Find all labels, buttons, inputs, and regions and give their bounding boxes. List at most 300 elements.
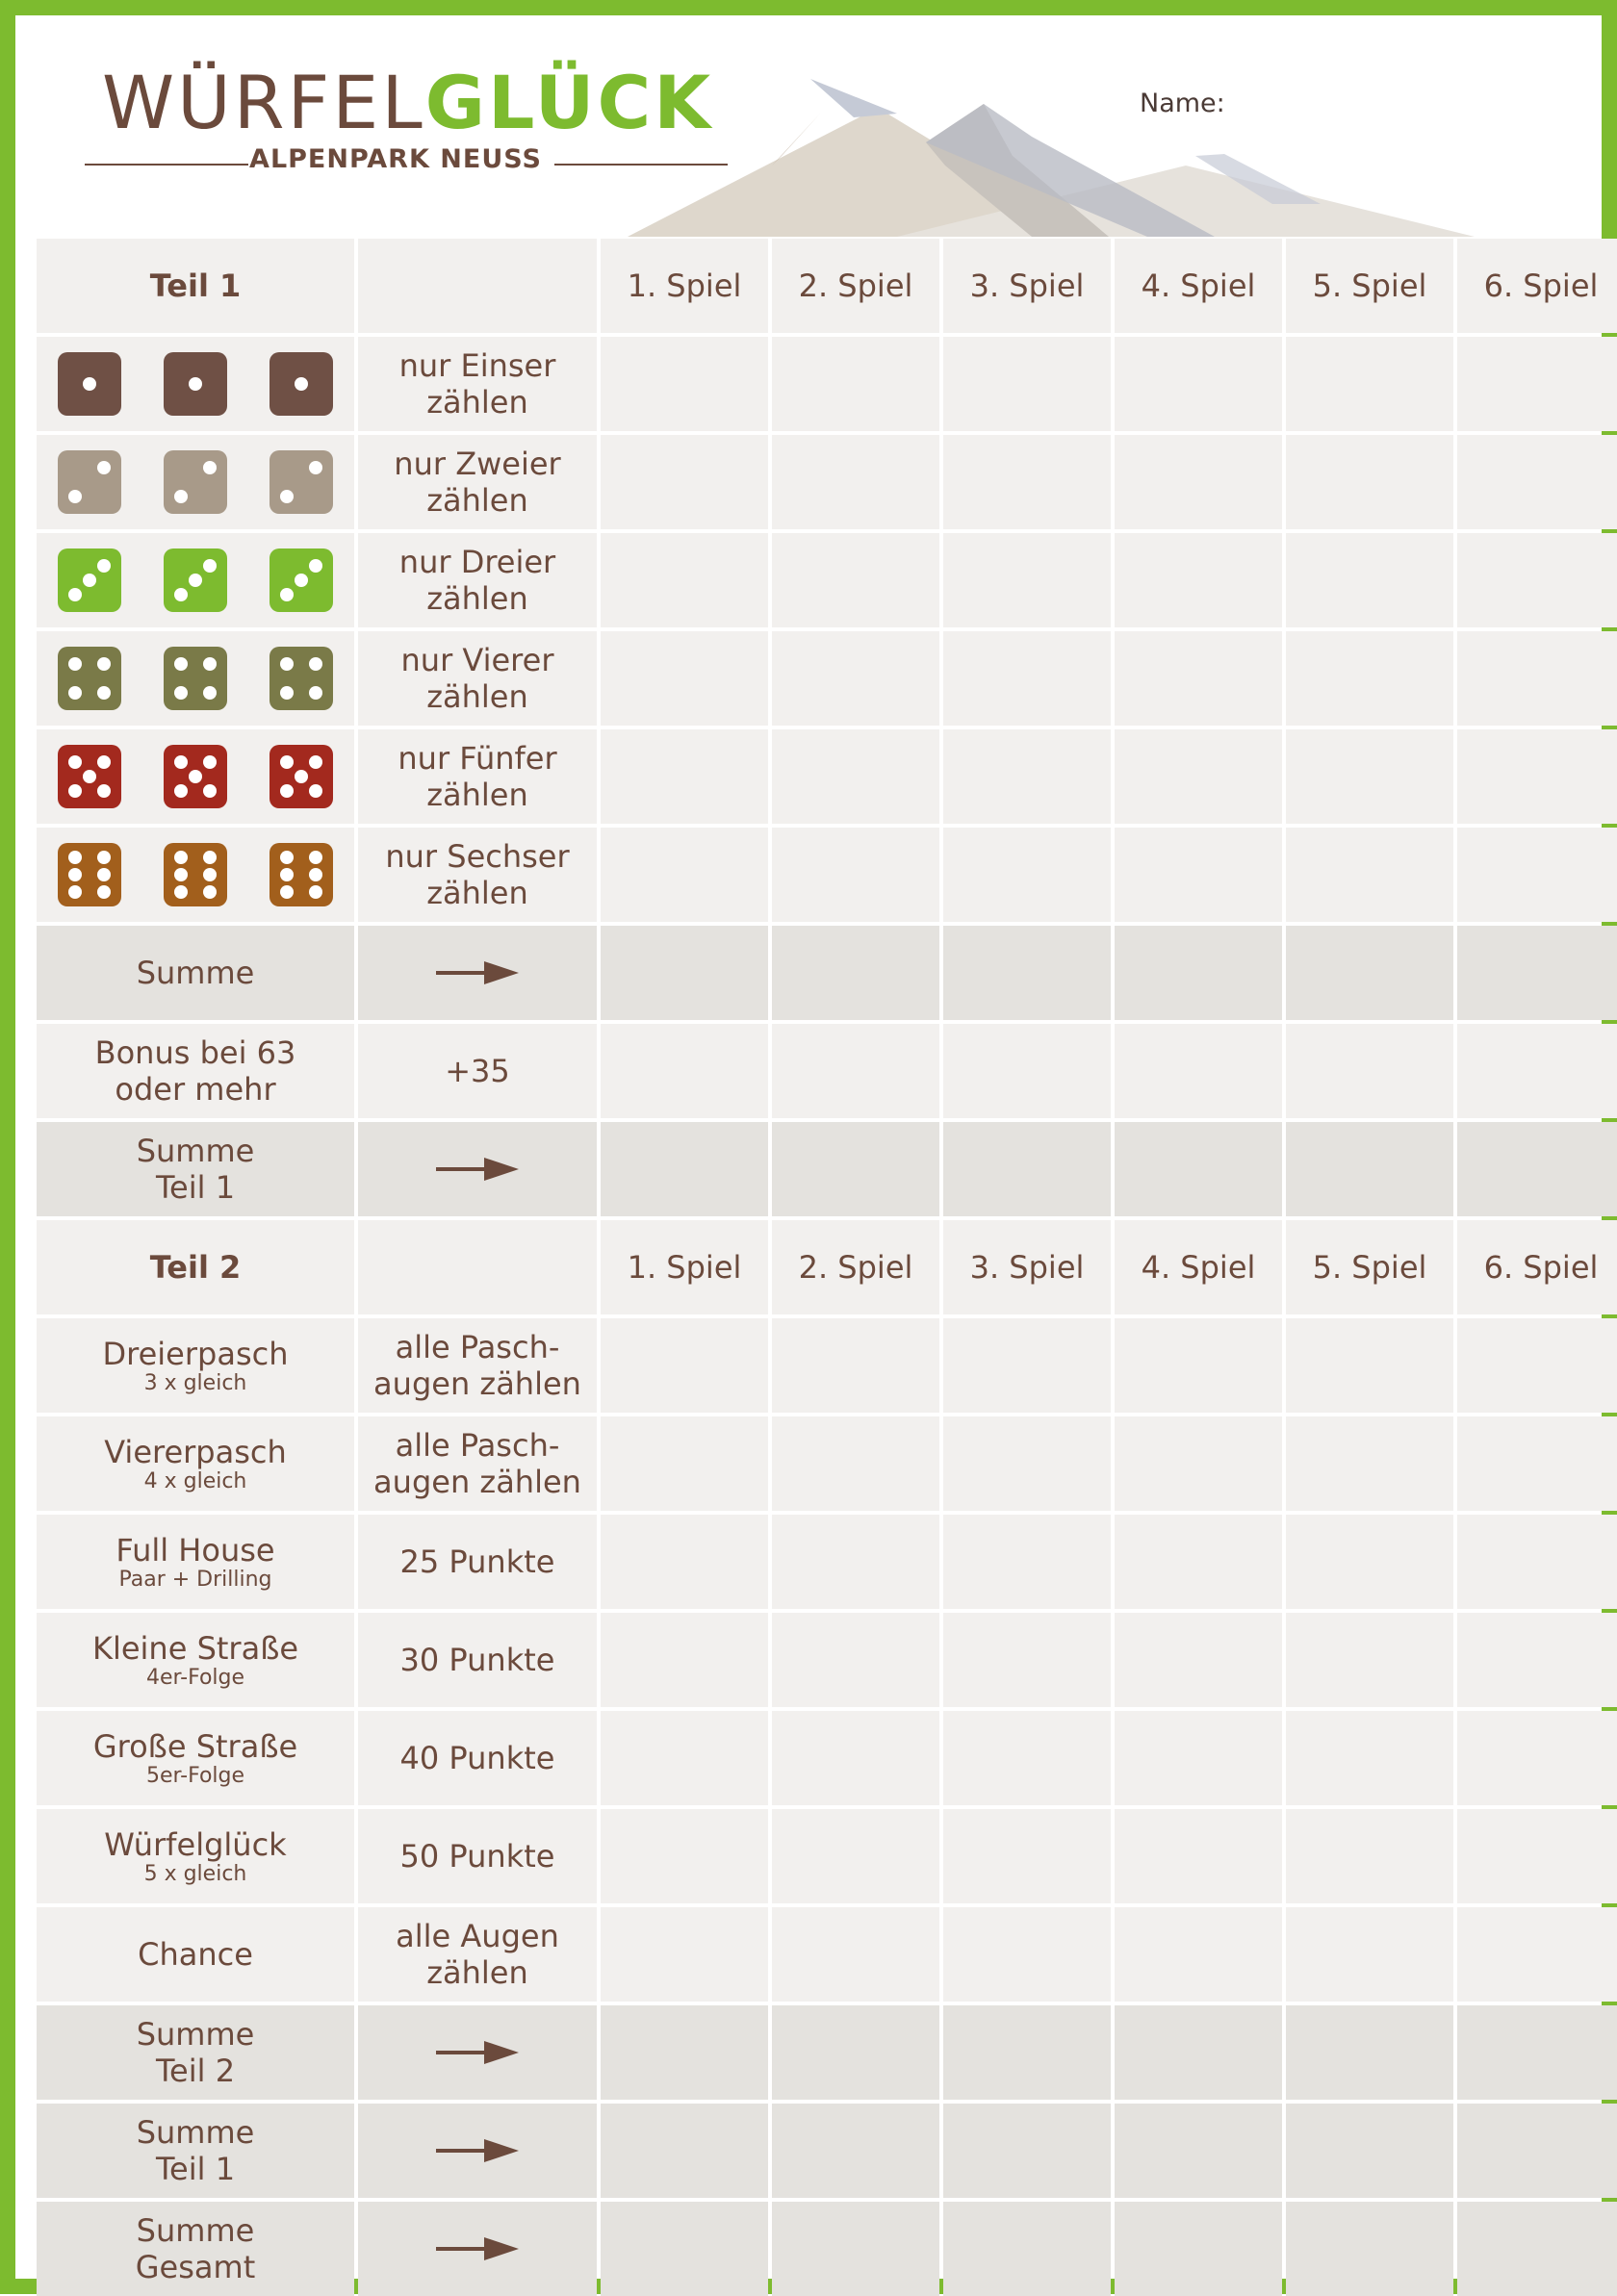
die-pip	[68, 490, 82, 503]
die-pip	[68, 885, 82, 899]
part2-row-7-score-cell-1[interactable]	[601, 1907, 768, 2002]
part1-sum-score-cell-6[interactable]	[1457, 926, 1617, 1020]
die-4-icon	[270, 647, 333, 710]
rule-label-line2: zählen	[426, 777, 528, 813]
rule-label-line2: zählen	[426, 482, 528, 519]
part2-row-1-score-cell-1[interactable]	[601, 1318, 768, 1413]
bonus-score-cell-1[interactable]	[601, 1024, 768, 1118]
part1-sum-score-cell-3[interactable]	[943, 926, 1111, 1020]
total-label-line2: Gesamt	[135, 2249, 256, 2285]
dice-cell-3	[37, 533, 354, 627]
part1-row-3-score-cell-2[interactable]	[772, 533, 939, 627]
part1-column-header-5	[1286, 239, 1453, 333]
points-rule-line2: augen zählen	[373, 1365, 581, 1402]
sum-label: Summe	[136, 955, 255, 991]
points-rule: 25 Punkte	[399, 1543, 555, 1580]
part2-total-1-score-cell-1[interactable]	[601, 2005, 768, 2100]
die-pip	[174, 885, 188, 899]
dice-cell-2	[37, 435, 354, 529]
part2-row-4-score-cell-4[interactable]	[1115, 1613, 1282, 1707]
category-cell-4	[37, 1613, 354, 1707]
part1-sum-score-cell-2[interactable]	[772, 926, 939, 1020]
part2-row-5-score-cell-1[interactable]	[601, 1711, 768, 1805]
part2-column-header-1	[601, 1220, 768, 1314]
die-pip	[97, 559, 111, 573]
points-rule-cell-2	[358, 1416, 597, 1511]
part1-row-5-score-cell-6[interactable]	[1457, 729, 1617, 824]
die-5-icon	[270, 745, 333, 808]
part2-row-3-score-cell-6[interactable]	[1457, 1515, 1617, 1609]
part1-row-6-score-cell-2[interactable]	[772, 828, 939, 922]
part2-column-header-4	[1115, 1220, 1282, 1314]
rule-label-line2: zählen	[426, 384, 528, 421]
part1-row-2-score-cell-2[interactable]	[772, 435, 939, 529]
part1-title-label: Teil 1	[149, 268, 242, 304]
points-rule-line2: augen zählen	[373, 1464, 581, 1500]
header	[31, 31, 1617, 237]
part2-row-6-score-cell-5[interactable]	[1286, 1809, 1453, 1903]
part1-row-4-score-cell-2[interactable]	[772, 631, 939, 726]
part2-row-6-score-cell-4[interactable]	[1115, 1809, 1282, 1903]
part2-total-3-score-cell-1[interactable]	[601, 2202, 768, 2296]
part1-row-5-score-cell-2[interactable]	[772, 729, 939, 824]
arrow-right-icon	[434, 2136, 521, 2165]
bonus-label-line2: oder mehr	[115, 1071, 276, 1108]
part2-row-3-score-cell-4[interactable]	[1115, 1515, 1282, 1609]
part2-header-blank	[358, 1220, 597, 1314]
game-column-label: 5. Spiel	[1312, 1249, 1427, 1286]
part2-total-label-2-text	[137, 2114, 255, 2187]
die-pip	[97, 784, 111, 798]
part2-total-3-score-cell-6[interactable]	[1457, 2202, 1617, 2296]
part2-row-7-score-cell-3[interactable]	[943, 1907, 1111, 2002]
part1-row-3-score-cell-6[interactable]	[1457, 533, 1617, 627]
dice-group	[58, 745, 333, 808]
part2-total-2-score-cell-5[interactable]	[1286, 2104, 1453, 2198]
name-label: Name:	[1140, 89, 1225, 118]
part2-row-4-score-cell-5[interactable]	[1286, 1613, 1453, 1707]
part2-total-1-score-cell-5[interactable]	[1286, 2005, 1453, 2100]
die-pip	[97, 868, 111, 881]
die-pip	[189, 770, 202, 783]
die-pip	[280, 851, 294, 864]
rule-cell-5	[358, 729, 597, 824]
category-sublabel: 5 x gleich	[143, 1862, 247, 1886]
part2-row-6-score-cell-3[interactable]	[943, 1809, 1111, 1903]
part2-total-3-score-cell-2[interactable]	[772, 2202, 939, 2296]
category-label: Dreierpasch	[102, 1336, 289, 1372]
part1-row-5-score-cell-4[interactable]	[1115, 729, 1282, 824]
die-2-icon	[270, 450, 333, 514]
part2-row-2-score-cell-5[interactable]	[1286, 1416, 1453, 1511]
part1-row-5-score-cell-1[interactable]	[601, 729, 768, 824]
points-rule-cell-3-text	[400, 1543, 555, 1580]
part1-column-header-6	[1457, 239, 1617, 333]
part2-total-2-score-cell-2[interactable]	[772, 2104, 939, 2198]
category-cell-7	[37, 1907, 354, 2002]
part2-row-5-score-cell-5[interactable]	[1286, 1711, 1453, 1805]
die-2-icon	[164, 450, 227, 514]
dice-cell-6	[37, 828, 354, 922]
die-pip	[295, 377, 308, 391]
die-pip	[203, 657, 217, 671]
rule-label: nur Zweier	[394, 446, 561, 482]
die-pip	[309, 868, 322, 881]
part1-column-header-4	[1115, 239, 1282, 333]
part2-row-1-score-cell-5[interactable]	[1286, 1318, 1453, 1413]
part1-row-3-score-cell-3[interactable]	[943, 533, 1111, 627]
category-cell-2	[37, 1416, 354, 1511]
dice-cell-5	[37, 729, 354, 824]
category-sublabel: 5er-Folge	[145, 1764, 245, 1788]
part2-total-label-2	[37, 2104, 354, 2198]
rule-label: nur Sechser	[385, 838, 570, 875]
part1-row-2-score-cell-5[interactable]	[1286, 435, 1453, 529]
die-5-icon	[58, 745, 121, 808]
die-pip	[309, 784, 322, 798]
part1-sum-arrow	[358, 926, 597, 1020]
die-3-icon	[58, 548, 121, 612]
logo-word-2: GLÜCK	[424, 60, 714, 145]
part1-row-1-score-cell-5[interactable]	[1286, 337, 1453, 431]
rule-label-line2: zählen	[426, 580, 528, 617]
part2-column-header-6	[1457, 1220, 1617, 1314]
game-column-label: 2. Spiel	[798, 1249, 913, 1286]
part1-sum-score-cell-1[interactable]	[601, 926, 768, 1020]
points-rule: alle Pasch-	[395, 1329, 560, 1365]
die-pip	[174, 868, 188, 881]
die-pip	[280, 755, 294, 769]
part1-column-header-3	[943, 239, 1111, 333]
dice-group	[58, 647, 333, 710]
part1-row-2-score-cell-6[interactable]	[1457, 435, 1617, 529]
die-pip	[174, 755, 188, 769]
total-label-line1: Summe	[136, 1133, 255, 1169]
total-label-line2: Teil 1	[155, 2151, 236, 2187]
part2-title	[37, 1220, 354, 1314]
part2-total-1-score-cell-6[interactable]	[1457, 2005, 1617, 2100]
logo-subtitle: ALPENPARK NEUSS	[249, 144, 542, 174]
die-pip	[189, 377, 202, 391]
part1-header-blank	[358, 239, 597, 333]
dice-cell-1	[37, 337, 354, 431]
die-pip	[203, 559, 217, 573]
die-pip	[295, 574, 308, 587]
part2-row-1-score-cell-3[interactable]	[943, 1318, 1111, 1413]
rule-cell-6-text	[385, 838, 569, 911]
part2-row-7-score-cell-4[interactable]	[1115, 1907, 1282, 2002]
logo-word-1: WÜRFEL	[102, 60, 425, 145]
die-pip	[68, 868, 82, 881]
die-1-icon	[164, 352, 227, 416]
category-sublabel: 3 x gleich	[143, 1371, 247, 1395]
part1-title	[37, 239, 354, 333]
die-pip	[309, 851, 322, 864]
part2-total-arrow-3	[358, 2202, 597, 2296]
logo-title	[102, 60, 713, 146]
die-pip	[68, 686, 82, 700]
category-cell-3-text	[116, 1532, 274, 1592]
die-pip	[280, 588, 294, 601]
part1-row-5-score-cell-5[interactable]	[1286, 729, 1453, 824]
category-label: Kleine Straße	[91, 1630, 299, 1667]
rule-label: nur Dreier	[398, 544, 556, 580]
part2-total-1-score-cell-3[interactable]	[943, 2005, 1111, 2100]
die-pip	[189, 574, 202, 587]
die-pip	[309, 559, 322, 573]
part2-row-5-score-cell-2[interactable]	[772, 1711, 939, 1805]
category-label: Würfelglück	[104, 1826, 287, 1863]
die-pip	[309, 686, 322, 700]
part2-row-4-score-cell-3[interactable]	[943, 1613, 1111, 1707]
points-rule-cell-3	[358, 1515, 597, 1609]
part2-row-3-score-cell-3[interactable]	[943, 1515, 1111, 1609]
part2-row-6-score-cell-1[interactable]	[601, 1809, 768, 1903]
part2-total-arrow-2	[358, 2104, 597, 2198]
category-cell-4-text	[92, 1630, 298, 1690]
part1-row-1-score-cell-4[interactable]	[1115, 337, 1282, 431]
points-rule: alle Augen	[396, 1918, 559, 1954]
category-cell-6	[37, 1809, 354, 1903]
die-pip	[97, 461, 111, 474]
category-sublabel: 4er-Folge	[145, 1666, 245, 1690]
part2-row-3-score-cell-1[interactable]	[601, 1515, 768, 1609]
part1-sum-score-cell-4[interactable]	[1115, 926, 1282, 1020]
die-pip	[203, 686, 217, 700]
die-pip	[97, 657, 111, 671]
part2-row-4-score-cell-6[interactable]	[1457, 1613, 1617, 1707]
part1-row-1-score-cell-1[interactable]	[601, 337, 768, 431]
rule-cell-1	[358, 337, 597, 431]
part1-row-1-score-cell-2[interactable]	[772, 337, 939, 431]
part2-row-1-score-cell-6[interactable]	[1457, 1318, 1617, 1413]
part2-total-2-score-cell-6[interactable]	[1457, 2104, 1617, 2198]
part1-row-3-score-cell-5[interactable]	[1286, 533, 1453, 627]
die-pip	[309, 885, 322, 899]
game-column-label: 2. Spiel	[798, 268, 913, 304]
game-column-label: 6. Spiel	[1483, 1249, 1599, 1286]
part1-sum-score-cell-5[interactable]	[1286, 926, 1453, 1020]
part1-total-score-cell-5[interactable]	[1286, 1122, 1453, 1216]
die-pip	[280, 784, 294, 798]
die-pip	[203, 755, 217, 769]
part2-total-3-score-cell-3[interactable]	[943, 2202, 1111, 2296]
part2-row-5-score-cell-4[interactable]	[1115, 1711, 1282, 1805]
die-pip	[174, 686, 188, 700]
part2-row-6-score-cell-2[interactable]	[772, 1809, 939, 1903]
game-column-label: 6. Spiel	[1483, 268, 1599, 304]
part1-row-4-score-cell-6[interactable]	[1457, 631, 1617, 726]
part2-total-1-score-cell-2[interactable]	[772, 2005, 939, 2100]
part1-row-4-score-cell-5[interactable]	[1286, 631, 1453, 726]
part2-total-1-score-cell-4[interactable]	[1115, 2005, 1282, 2100]
part1-total-arrow	[358, 1122, 597, 1216]
bonus-score-cell-2[interactable]	[772, 1024, 939, 1118]
part1-total-score-cell-2[interactable]	[772, 1122, 939, 1216]
category-label: Große Straße	[92, 1728, 298, 1765]
part1-row-5-score-cell-3[interactable]	[943, 729, 1111, 824]
part2-row-2-score-cell-3[interactable]	[943, 1416, 1111, 1511]
die-5-icon	[164, 745, 227, 808]
part2-title-label: Teil 2	[149, 1249, 242, 1286]
points-rule: 40 Punkte	[399, 1740, 555, 1776]
bonus-label-text	[95, 1034, 296, 1108]
die-pip	[203, 851, 217, 864]
part2-total-label-1	[37, 2005, 354, 2100]
die-pip	[97, 686, 111, 700]
part2-row-1-score-cell-4[interactable]	[1115, 1318, 1282, 1413]
part1-total-label	[37, 1122, 354, 1216]
category-cell-6-text	[104, 1826, 286, 1886]
arrow-right-icon	[434, 958, 521, 987]
part1-row-2-score-cell-3[interactable]	[943, 435, 1111, 529]
points-rule-line2: zählen	[426, 1954, 528, 1991]
die-pip	[280, 885, 294, 899]
die-pip	[68, 851, 82, 864]
part1-row-6-score-cell-6[interactable]	[1457, 828, 1617, 922]
part2-row-2-score-cell-6[interactable]	[1457, 1416, 1617, 1511]
points-rule-cell-7	[358, 1907, 597, 2002]
die-6-icon	[58, 843, 121, 906]
dice-group	[58, 548, 333, 612]
category-cell-5-text	[93, 1728, 297, 1788]
part1-row-2-score-cell-4[interactable]	[1115, 435, 1282, 529]
die-pip	[68, 588, 82, 601]
die-1-icon	[58, 352, 121, 416]
points-rule-cell-7-text	[396, 1918, 559, 1991]
part2-total-2-score-cell-3[interactable]	[943, 2104, 1111, 2198]
part2-column-header-5	[1286, 1220, 1453, 1314]
die-pip	[83, 574, 96, 587]
part1-row-4-score-cell-1[interactable]	[601, 631, 768, 726]
game-column-label: 5. Spiel	[1312, 268, 1427, 304]
bonus-score-cell-6[interactable]	[1457, 1024, 1617, 1118]
part1-row-6-score-cell-1[interactable]	[601, 828, 768, 922]
dice-group	[58, 450, 333, 514]
total-label-line1: Summe	[136, 2114, 255, 2151]
part2-row-7-score-cell-5[interactable]	[1286, 1907, 1453, 2002]
part1-row-6-score-cell-5[interactable]	[1286, 828, 1453, 922]
die-pip	[309, 755, 322, 769]
part1-total-score-cell-6[interactable]	[1457, 1122, 1617, 1216]
part2-row-7-score-cell-6[interactable]	[1457, 1907, 1617, 2002]
part1-row-4-score-cell-4[interactable]	[1115, 631, 1282, 726]
dice-cell-4	[37, 631, 354, 726]
die-pip	[280, 868, 294, 881]
part1-total-score-cell-4[interactable]	[1115, 1122, 1282, 1216]
part1-row-2-score-cell-1[interactable]	[601, 435, 768, 529]
part2-total-label-1-text	[137, 2016, 255, 2089]
rule-label: nur Fünfer	[398, 740, 557, 777]
die-1-icon	[270, 352, 333, 416]
part2-row-2-score-cell-2[interactable]	[772, 1416, 939, 1511]
part2-total-2-score-cell-1[interactable]	[601, 2104, 768, 2198]
die-3-icon	[164, 548, 227, 612]
part1-row-6-score-cell-4[interactable]	[1115, 828, 1282, 922]
part2-column-header-2	[772, 1220, 939, 1314]
category-label: Viererpasch	[104, 1434, 287, 1470]
part2-row-4-score-cell-2[interactable]	[772, 1613, 939, 1707]
part1-total-score-cell-1[interactable]	[601, 1122, 768, 1216]
part2-row-5-score-cell-3[interactable]	[943, 1711, 1111, 1805]
mountains-illustration	[608, 50, 1475, 242]
arrow-right-icon	[434, 1155, 521, 1184]
total-label-line1: Summe	[136, 2016, 255, 2053]
arrow-right-icon	[434, 2038, 521, 2067]
part2-total-arrow-1	[358, 2005, 597, 2100]
die-6-icon	[164, 843, 227, 906]
total-label-line2: Teil 2	[155, 2053, 236, 2089]
points-rule: 50 Punkte	[399, 1838, 555, 1875]
points-rule-cell-6-text	[400, 1838, 555, 1875]
bonus-score-cell-4[interactable]	[1115, 1024, 1282, 1118]
game-column-label: 3. Spiel	[969, 268, 1085, 304]
part2-row-2-score-cell-4[interactable]	[1115, 1416, 1282, 1511]
part2-total-3-score-cell-4[interactable]	[1115, 2202, 1282, 2296]
dice-group	[58, 843, 333, 906]
part2-total-label-3-text	[136, 2212, 255, 2285]
part1-total-score-cell-3[interactable]	[943, 1122, 1111, 1216]
points-rule-cell-5	[358, 1711, 597, 1805]
die-pip	[68, 784, 82, 798]
part1-sum-label	[37, 926, 354, 1020]
part2-row-4-score-cell-1[interactable]	[601, 1613, 768, 1707]
part2-total-label-3	[37, 2202, 354, 2296]
game-column-label: 4. Spiel	[1141, 1249, 1256, 1286]
part2-row-3-score-cell-2[interactable]	[772, 1515, 939, 1609]
points-rule: alle Pasch-	[395, 1427, 560, 1464]
category-cell-1	[37, 1318, 354, 1413]
part1-row-1-score-cell-6[interactable]	[1457, 337, 1617, 431]
part2-total-2-score-cell-4[interactable]	[1115, 2104, 1282, 2198]
game-column-label: 3. Spiel	[969, 1249, 1085, 1286]
points-rule-cell-1	[358, 1318, 597, 1413]
part1-row-6-score-cell-3[interactable]	[943, 828, 1111, 922]
die-4-icon	[58, 647, 121, 710]
part2-row-2-score-cell-1[interactable]	[601, 1416, 768, 1511]
part1-total-label-text	[137, 1133, 255, 1206]
game-column-label: 4. Spiel	[1141, 268, 1256, 304]
die-pip	[83, 770, 96, 783]
rule-label-line2: zählen	[426, 875, 528, 911]
die-pip	[97, 885, 111, 899]
bonus-value-text: +35	[445, 1053, 510, 1089]
part2-row-6-score-cell-6[interactable]	[1457, 1809, 1617, 1903]
die-pip	[280, 490, 294, 503]
bonus-score-cell-5[interactable]	[1286, 1024, 1453, 1118]
die-pip	[203, 784, 217, 798]
part2-column-header-3	[943, 1220, 1111, 1314]
part1-sum-label-text	[137, 955, 255, 991]
category-cell-5	[37, 1711, 354, 1805]
part2-row-7-score-cell-2[interactable]	[772, 1907, 939, 2002]
rule-cell-5-text	[398, 740, 556, 813]
logo-rule-right	[554, 164, 728, 166]
part1-row-3-score-cell-4[interactable]	[1115, 533, 1282, 627]
part2-row-3-score-cell-5[interactable]	[1286, 1515, 1453, 1609]
part1-row-1-score-cell-3[interactable]	[943, 337, 1111, 431]
die-pip	[203, 868, 217, 881]
part2-total-3-score-cell-5[interactable]	[1286, 2202, 1453, 2296]
part2-row-1-score-cell-2[interactable]	[772, 1318, 939, 1413]
part2-row-5-score-cell-6[interactable]	[1457, 1711, 1617, 1805]
game-column-label: 1. Spiel	[627, 1249, 742, 1286]
bonus-score-cell-3[interactable]	[943, 1024, 1111, 1118]
rule-cell-3-text	[399, 544, 555, 617]
part1-row-3-score-cell-1[interactable]	[601, 533, 768, 627]
part1-column-header-1	[601, 239, 768, 333]
part1-row-4-score-cell-3[interactable]	[943, 631, 1111, 726]
